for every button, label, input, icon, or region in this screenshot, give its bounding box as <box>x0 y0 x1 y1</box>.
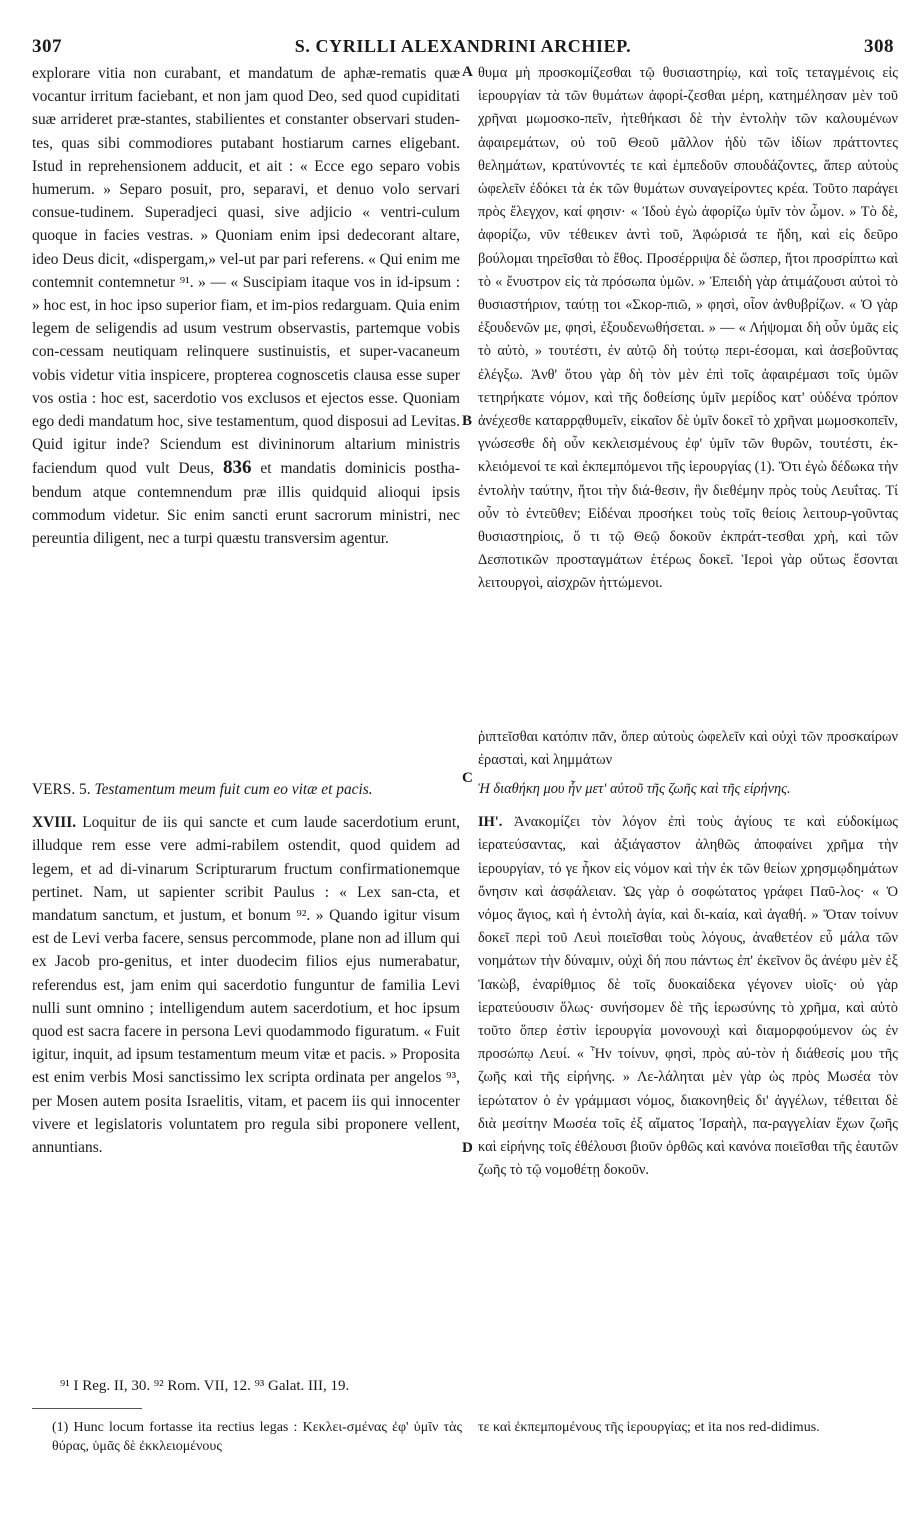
margin-letter-b: B <box>462 413 473 429</box>
section-number: XVIII. <box>32 814 77 832</box>
greek-text: θυμα μὴ προσκομίζεσθαι τῷ θυσιαστηρίῳ, καὶ τοῖς τεταγμένοις εἰς ἱερουργίαν τὰ τῶν θυμάτων ἀφορί-ζεσθαι μέρη, κατημέλησαν μὲν τοῦ χρῆναι μωμοσκο-πεῖν, ἠτεθήκασι δὲ τὴν ἐντολὴν τῶν καλουμένων ἀφαιρεμάτων, οὐ τοῦ Θεοῦ μᾶλλον ἡδὺ τῶν ἰδίων πράττοντες θελημάτων, κρατύνοντές τε καὶ ἐμπεδοῦν σπουδάζοντες, ἅπερ αὐτοὺς ὠφελεῖν ἐδόκει τὰ ἐκ τῶν θυμάτων συναγείροντες κρέα. Τοῦτο παράγει πρὸς ἔλεγχον, καί φησιν· « Ἰδοὺ ἐγὼ ἀφορίζω ὑμῖν τὸν ὦμον. » Τὸ δὲ, ἀφορίζω, νῦν τέθεικεν ἀντὶ τοῦ, Ἀφώρισά τε ἤδη, καὶ εἰς δεῦρο βούλομαι τηρεῖσθαι τὸ ἔθος. Προσέρριψα δὲ ὥσπερ, ἤτοι προσρίπτω καὶ τὸ « ἔνυστρον εἰς τὰ πρόσωπα ὑμῶν. » Ἐπειδὴ γὰρ ἀτιμάζουσι αὐτοὶ τὸ θυσιαστήριον, ταύτῃ τοι «Σκορ-πιῶ, » φησὶ, οἷον ἀνθυβρίζων. « Ὁ γὰρ ἐξουδενῶν με, φησὶ, ἐξουδενωθήσεται. » — « Λήψομαι δὴ οὖν ὑμᾶς εἰς τὸ αὐτὸ, » τουτέστι, ἐν αὐτῷ δὴ τούτῳ περι-έσομαι, καὶ ἀσεβοῦντας ἐλέγξω. Ἀνθ' ὅτου γὰρ δὴ τὸν μὲν ἐπὶ τοῖς ἀφαιρέμασι τοῖς ὑμῶν τετηρήκατε νόμον, καὶ τῆς δοθείσης ὑμῖν μερίδος κατ' οὐδένα τρόπον ἀνέχεσθε καταρρᾳθυμεῖν, εἰκαῖον δὲ ὑμῖν δοκεῖ τὸ χρῆναι μωμοσκοπεῖν, γνώσεσθε δὴ οὖν κεκλεισμένους ἐφ' ὑμῖν τῶν θυρῶν, τουτέστι, ἐκ-κλειόμενοί τε καὶ ἐκπεμπόμενοι τῆς ἱερουργίας (1). Ὅτι ἐγὼ δέδωκα τὴν ἐντολὴν ταύτην, ἤτοι τὴν διά-θεσιν, ἣν διεθέμην πρὸς τοὺς Λευΐτας. Τί οὖν τὸ ἐντεῦθεν; Εἰδέναι προσήκει τοὺς τοῖς θείοις λειτουρ-γοῦντας θυσιαστηρίοις, ὅ τι τῷ Θεῷ δοκοῦν ἐκπράτ-τεσθαι χρὴ, καὶ τῶν Δεσποτικῶν προσταγμάτων ἑτέρως δοκεῖ. Ἱεροὶ γὰρ οὕτως ἔσονται λειτουργοὶ, αἰσχρῶν ἡττώμενοι. <box>478 65 898 592</box>
margin-letter-c: C <box>462 770 473 786</box>
verse-label: VERS. 5. <box>32 781 91 798</box>
footnote-right: τε καὶ ἐκπεμπομένους τῆς ἱερουργίας; et ita nos red-didimus. <box>478 1420 820 1435</box>
page-number-left: 307 <box>32 36 62 57</box>
column-number: 836 <box>222 457 252 479</box>
greek-verse-heading: Ἡ διαθήκη μου ἦν μετ' αὐτοῦ τῆς ζωῆς καὶ τῆς εἰρήνης. <box>478 781 791 797</box>
verse-text: Testamentum meum fuit cum eo vitæ et pacis. <box>94 781 373 798</box>
page-number-right: 308 <box>864 36 894 57</box>
footnote-left: (1) Hunc locum fortasse ita rectius legas : Κεκλει-σμένας ἐφ' ὑμῖν τὰς θύρας, ὑμᾶς δὲ ἐκκλειομένους <box>52 1420 462 1454</box>
latin-section-text: Loquitur de iis qui sancte et cum laude sacerdotium erunt, illudque rem esse vere admi-rabilem ostendit, quod quidem ad legem, et ad di-vinarum Scripturarum fructum confirmationemque pertinet. Nam, ut sapienter scribit Paulus : « Lex san-cta, et mandatum sanctum, et justum, et bonum ⁹². » Quando igitur visum est de Levi verba facere, sensus percommode, plane non ad illum qui ex Jacob pro-genitus, et inter duodecim filios ejus numerabatur, referendus est, jam enim qui sacerdotio funguntur de familia Levi nulli sunt omnino ; intelligendum autem sacerdotium, et hoc ipsum quod est sacra facere in persona Levi quodammodo figuratum. « Fuit igitur, inquit, ad ipsum testamentum meum vitæ et pacis. » Proposita est enim verbis Mosi sanctissimo lex scripta ordinata per angelos ⁹³, per Mosen autem posita Israelitis, vitam, et pacem iis qui innocenter vivere et legislatoris voluntatem pro regula sibi proponere vellent, annuntians. <box>32 814 460 1157</box>
footnote-divider <box>32 1408 142 1409</box>
greek-tail <box>478 726 898 772</box>
greek-column-lower <box>478 778 898 1182</box>
greek-column <box>478 62 898 596</box>
running-title: S. CYRILLI ALEXANDRINI ARCHIEP. <box>294 36 632 56</box>
greek-section-text: Ἀνακομίζει τὸν λόγον ἐπὶ τοὺς ἁγίους τε καὶ εὐδοκίμως ἱερατεύσαντας, καὶ ἀξιάγαστον ἀληθῶς ἀποφαίνει χρῆμα τὴν ἱερουργίαν, τό γε ἧκον εἰς νόμον καὶ τὴν ἐκ τῶν θείων χρησμῳδημάτων ὄνησιν καὶ ἀσφάλειαν. Ὡς γὰρ ὁ σοφώτατος γράφει Παῦ-λος· « Ὁ νόμος ἅγιος, καὶ ἡ ἐντολὴ ἁγία, καὶ δι-καία, καὶ ἀγαθή. » Ὅταν τοίνυν δοκεῖ περὶ τοῦ Λευὶ ποιεῖσθαι τοὺς λόγους, ἀναθετέον εὖ μάλα τῶν νοημάτων τὴν δύναμιν, οὐχὶ δή που πάντως ἐπ' ἐκεῖνον ὃς ἀνέφυ μὲν ἐξ Ἰακὼβ, ἐναρίθμιος δὲ τοῖς δυοκαίδεκα γέγονεν υἱοῖς· οὐ γὰρ ἱερατεύουσιν ὅλως· συνήσομεν δὲ τῆς ἱερωσύνης τὸ χρῆμα, καὶ αὐτὸ τοῦτο ὅπερ ἐστὶν ἱερουργία μονονουχὶ καὶ διαμορφούμενον ὡς ἐν προσώπῳ Λευί. « Ἦν τοίνυν, φησὶ, πρὸς αὐ-τὸν ἡ διάθεσίς μου τῆς ζωῆς καὶ τῆς εἰρήνης. » Λε-λάληται μὲν γὰρ ὡς πρὸς Μωσέα τὸν ἱερώτατον ὁ ἐν γράμμασι νόμος, διακονηθεὶς δι' ἀγγέλων, τέθειται δὲ διὰ μεσίτην Μωσέα τοῖς ἐξ αἵματος Ἰσραὴλ, πα-ραγγελίαν ἔχων ζωῆς καὶ εἰρήνης τοῖς ἐθέλουσι βιοῦν ὀρθῶς καὶ κανόνα ποιεῖσθαι τῆς ἑαυτῶν ζωῆς τὸ τῷ νομοθέτῃ δοκοῦν. <box>478 814 898 1179</box>
latin-text-end: et mandatis dominicis postha-bendum atque contemnendum præ illis quidquid alioqui ipsis commodum videtur. Sic enim sancti erunt sacrorum ministri, nec pereuntia diligent, nec a turpi quæstu transversim agentur. <box>32 460 460 548</box>
latin-text: explorare vitia non curabant, et mandatum de aphæ-rematis quæ vocantur irritum faciebant, et non jam quod Deo, sed quod cupiditati suæ arrideret præ-stantes, stabilientes et constanter observari studen-tes, quas sibi commodiores putabant hostiarum carnes eligebant. Istud in reprehensionem adducit, et ait : « Ecce ego separo vobis humerum. » Separo posuit, pro, separavi, et denuo volo servari consue-tudinem. Superadjeci quasi, sive adjicio « ventri-culum quoque in facies vestras. » Quoniam enim ipsi dedecorant altare, ideo Deus dicit, «dispergam,» vel-ut par pari referens. « Qui enim me contemnit contemnetur ⁹¹. » — « Suscipiam itaque vos in id-ipsum : » hoc est, in hoc ipso superior fiam, et im-pios redarguam. Quia enim legem de seligendis ad usum vestrum observastis, partemque vobis con-cessam neutiquam relinquere sustinuistis, et super-vacaneum vobis videtur vitia inspicere, propterea cognoscetis clausa esse super vos ostia : hoc est, sacerdotio vos exclusos et ejectos esse. Quoniam ego dedi mandatum hoc, sive testamentum, quod disposui ad Levitas. Quid igitur inde? Sciendum est divininorum altarium ministris faciendum quod vult Deus, <box>32 65 460 478</box>
greek-paragraph <box>478 62 898 596</box>
greek-section-number: ΙΗ'. <box>478 814 503 831</box>
running-header <box>32 36 894 60</box>
latin-column-lower <box>32 778 460 1159</box>
latin-section-paragraph <box>32 811 460 1159</box>
latin-paragraph <box>32 62 460 550</box>
greek-section-paragraph <box>478 811 898 1182</box>
latin-verse-heading <box>32 778 460 801</box>
greek-tail-text: ῥιπτεῖσθαι κατόπιν πᾶν, ὅπερ αὐτοὺς ὠφελεῖν καὶ οὐχὶ τῶν προσκαίρων ἐρασταὶ, καὶ λημμάτων <box>478 729 898 769</box>
margin-letter-a: A <box>462 64 473 80</box>
latin-column <box>32 62 460 550</box>
scripture-references: ⁹¹ I Reg. II, 30. ⁹² Rom. VII, 12. ⁹³ Galat. III, 19. <box>60 1378 350 1394</box>
margin-letter-d: D <box>462 1140 473 1156</box>
